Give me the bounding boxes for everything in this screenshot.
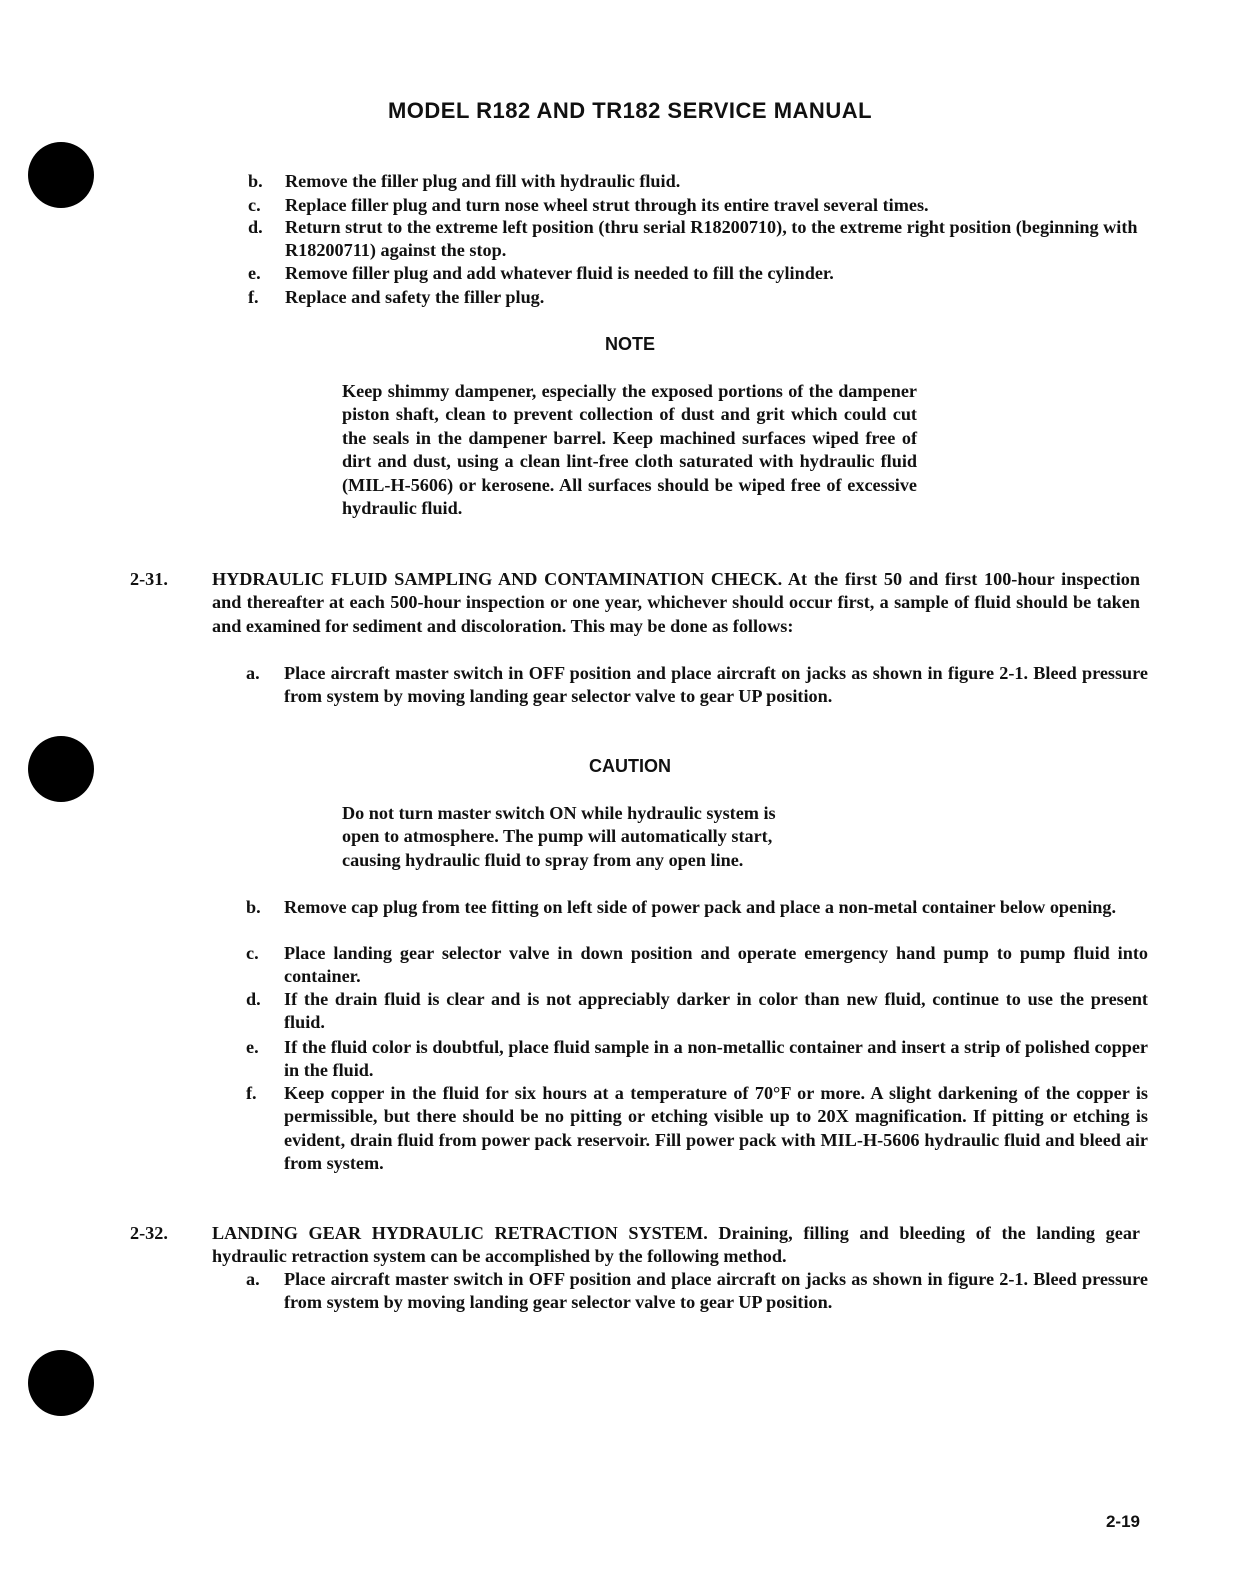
step-text: Place landing gear selector valve in down position and operate emergency hand pump to pump fluid into container. (284, 943, 1148, 987)
step-letter: c. (246, 943, 259, 963)
step-letter: f. (246, 1083, 257, 1103)
section-2-32-step-a (246, 1268, 1148, 1315)
step-text: Return strut to the extreme left position (thru serial R18200710), to the extreme right position (beginning with R18200711) against the stop. (285, 217, 1138, 261)
page-number: 2-19 (1105, 1512, 1140, 1531)
step-letter: d. (248, 217, 263, 237)
section-2-31-step-d (246, 988, 1148, 1035)
step-text: Remove cap plug from tee fitting on left side of power pack and place a non-metal container below opening. (284, 897, 1117, 917)
note-text: Keep shimmy dampener, especially the exposed portions of the dampener piston shaft, clean to prevent collection of dust and grit which could cut the seals in the dampener barrel. Keep machined surfaces wiped free of dirt and dust, using a clean lint-free cloth saturated with hydraulic fluid (MIL-H-5606) or kerosene. All surfaces should be wiped free of excessive hydraulic fluid. (342, 381, 917, 519)
caution-line: causing hydraulic fluid to spray from any open line. (342, 849, 744, 870)
step-letter: d. (246, 989, 261, 1009)
page-header: MODEL R182 AND TR182 SERVICE MANUAL (387, 98, 873, 123)
caution-line: open to atmosphere. The pump will automatically start, (342, 826, 773, 847)
caution-title: CAUTION (589, 756, 671, 776)
binder-hole-bottom (28, 1350, 94, 1416)
step-text: If the drain fluid is clear and is not appreciably darker in color than new fluid, continue to use the present fluid. (284, 989, 1148, 1033)
step-text: Replace filler plug and turn nose wheel strut through its entire travel several times. (285, 195, 929, 215)
step-letter: e. (246, 1037, 259, 1057)
step-letter: c. (248, 195, 261, 215)
section-2-31-step-b (246, 896, 1148, 919)
step-letter: e. (248, 263, 261, 283)
step-letter: b. (246, 897, 261, 917)
section-2-31-step-f (246, 1082, 1148, 1176)
step-text: Place aircraft master switch in OFF position and place aircraft on jacks as shown in figure 2-1. Bleed pressure from system by moving landing gear selector valve to gear UP position. (284, 1269, 1148, 1313)
section-number: 2-32. (130, 1223, 168, 1243)
note-title: NOTE (604, 334, 655, 354)
section-text: HYDRAULIC FLUID SAMPLING AND CONTAMINATION CHECK. At the first 50 and first 100-hour inspection and thereafter at each 500-hour inspection or one year, whichever should occur first, a sample of fluid should be taken and examined for sediment and discoloration. This may be done as follows: (212, 569, 1140, 636)
caution-line: Do not turn master switch ON while hydraulic system is (342, 803, 776, 823)
step-text: Place aircraft master switch in OFF position and place aircraft on jacks as shown in figure 2-1. Bleed pressure from system by moving landing gear selector valve to gear UP position. (284, 663, 1148, 707)
section-2-31-step-a (246, 662, 1148, 709)
step-letter: a. (246, 663, 260, 683)
step-b (248, 170, 1148, 193)
step-letter: b. (248, 171, 263, 191)
step-e (248, 262, 1148, 285)
step-c (248, 194, 1148, 217)
step-letter: f. (248, 287, 259, 307)
step-text: Replace and safety the filler plug. (285, 287, 545, 307)
section-2-31 (130, 568, 1140, 638)
step-d (248, 216, 1148, 263)
step-text: Keep copper in the fluid for six hours at a temperature of 70°F or more. A slight darkening of the copper is permissible, but there should be no pitting or etching visible up to 20X magnification. If pitting or etching is evident, drain fluid from power pack reservoir. Fill power pack with MIL-H-5606 hydraulic fluid and bleed air from system. (284, 1083, 1148, 1174)
step-f (248, 286, 1148, 309)
section-number: 2-31. (130, 569, 168, 589)
step-text: Remove filler plug and add whatever fluid is needed to fill the cylinder. (285, 263, 834, 283)
section-2-31-step-c (246, 942, 1148, 989)
caution-text (342, 802, 917, 872)
step-letter: a. (246, 1269, 260, 1289)
step-text: If the fluid color is doubtful, place fluid sample in a non-metallic container and insert a strip of polished copper in the fluid. (284, 1037, 1148, 1081)
binder-hole-top (28, 142, 94, 208)
section-text: LANDING GEAR HYDRAULIC RETRACTION SYSTEM. Draining, filling and bleeding of the landing gear hydraulic retraction system can be accomplished by the following method. (212, 1223, 1140, 1267)
section-2-32 (130, 1222, 1140, 1269)
section-2-31-step-e (246, 1036, 1148, 1083)
step-text: Remove the filler plug and fill with hydraulic fluid. (285, 171, 681, 191)
